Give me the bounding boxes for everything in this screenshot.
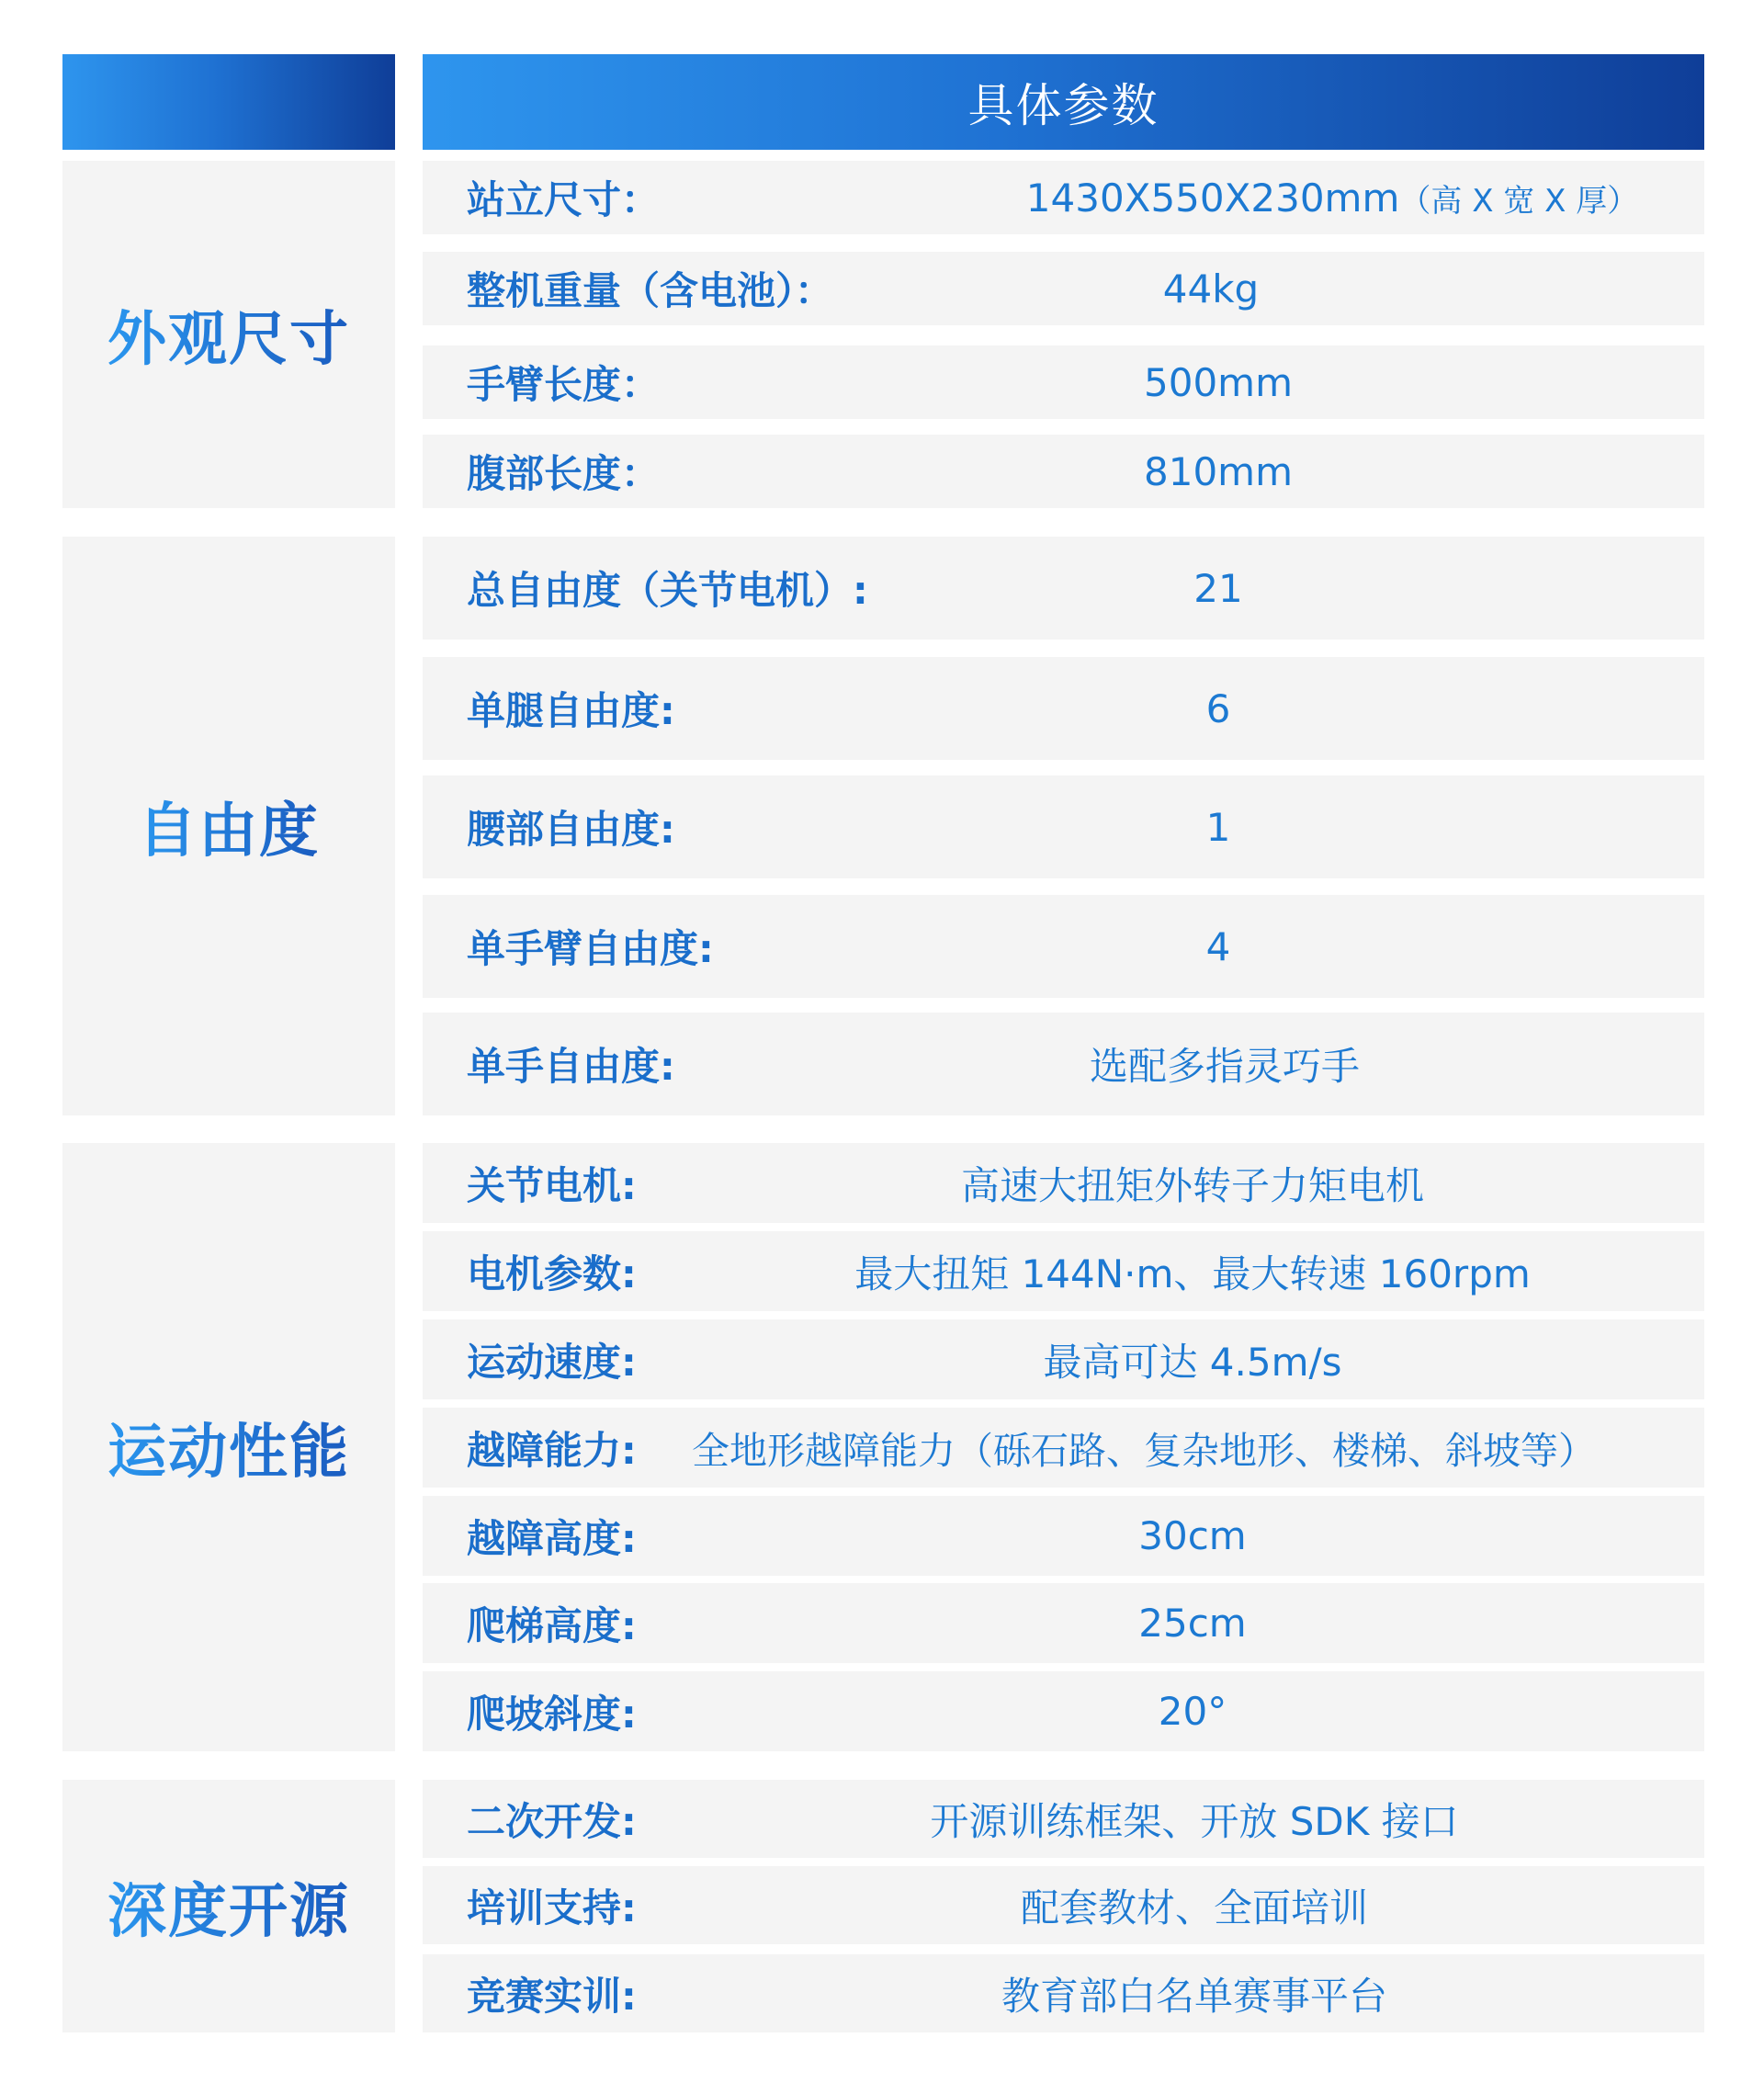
category-appearance-size — [62, 161, 395, 508]
category-open-source — [62, 1780, 395, 2032]
spec-value: 高速大扭矩外转子力矩电机 — [960, 1162, 1425, 1208]
spec-value: 44kg — [1162, 266, 1260, 311]
spec-row-arm-dof — [423, 895, 1704, 998]
spec-label: 爬梯高度: — [467, 1602, 637, 1648]
spec-row-training-support — [423, 1866, 1704, 1944]
spec-label: 培训支持: — [467, 1885, 637, 1930]
category-motion-performance — [62, 1143, 395, 1751]
spec-value-note: （高 X 宽 X 厚） — [1399, 182, 1639, 220]
category-label: 自由度 — [138, 784, 320, 868]
spec-value — [1026, 161, 1638, 234]
category-label: 外观尺寸 — [107, 292, 350, 377]
spec-label: 总自由度（关节电机）: — [467, 568, 868, 613]
spec-label: 竞赛实训: — [467, 1973, 637, 2019]
spec-value: 最大扭矩 144N·m、最大转速 160rpm — [854, 1251, 1531, 1296]
spec-value: 500mm — [1144, 359, 1293, 405]
spec-row-hand-dof — [423, 1013, 1704, 1115]
spec-row-slope — [423, 1671, 1704, 1751]
header-bar — [423, 54, 1704, 150]
spec-row-speed — [423, 1319, 1704, 1399]
header-title: 具体参数 — [967, 79, 1159, 132]
spec-row-abdomen-length — [423, 435, 1704, 508]
spec-value: 配套教材、全面培训 — [1020, 1885, 1369, 1930]
spec-row-total-dof — [423, 537, 1704, 640]
spec-label: 越障高度: — [467, 1515, 637, 1561]
spec-row-joint-motor — [423, 1143, 1704, 1223]
category-degrees-of-freedom — [62, 537, 395, 1115]
spec-value: 教育部白名单赛事平台 — [1001, 1973, 1388, 2019]
spec-value: 6 — [1205, 685, 1231, 731]
spec-label: 整机重量（含电池）： — [467, 268, 834, 313]
spec-label: 单手自由度: — [467, 1044, 675, 1089]
spec-row-leg-dof — [423, 657, 1704, 760]
spec-label: 腰部自由度: — [467, 807, 675, 852]
spec-row-obstacle-height — [423, 1496, 1704, 1576]
spec-row-standing-size — [423, 161, 1704, 234]
spec-value: 选配多指灵巧手 — [1089, 1044, 1361, 1089]
spec-row-obstacle-ability — [423, 1408, 1704, 1488]
spec-value: 810mm — [1144, 448, 1293, 494]
spec-value: 25cm — [1138, 1601, 1247, 1646]
spec-label: 二次开发: — [467, 1798, 637, 1844]
spec-value: 最高可达 4.5m/s — [1043, 1339, 1342, 1385]
category-label: 运动性能 — [107, 1405, 350, 1489]
spec-label: 单腿自由度: — [467, 688, 675, 733]
spec-value-main: 1430X550X230mm — [1025, 175, 1400, 221]
spec-value: 21 — [1193, 565, 1243, 611]
header-left-bar — [62, 54, 395, 150]
spec-value: 开源训练框架、开放 SDK 接口 — [930, 1798, 1459, 1844]
spec-label: 单手臂自由度: — [467, 926, 714, 971]
spec-row-secondary-development — [423, 1780, 1704, 1858]
spec-value: 1 — [1205, 804, 1231, 850]
spec-label: 手臂长度： — [467, 362, 661, 407]
spec-row-weight — [423, 252, 1704, 325]
spec-row-waist-dof — [423, 775, 1704, 878]
spec-row-motor-params — [423, 1231, 1704, 1311]
spec-label: 腹部长度： — [467, 451, 661, 496]
spec-label: 运动速度: — [467, 1339, 637, 1385]
spec-label: 越障能力: — [467, 1427, 637, 1473]
spec-row-competition-training — [423, 1954, 1704, 2032]
spec-label: 爬坡斜度: — [467, 1691, 637, 1737]
category-label: 深度开源 — [107, 1864, 350, 1949]
spec-label: 关节电机: — [467, 1162, 637, 1208]
spec-row-arm-length — [423, 345, 1704, 419]
spec-label: 电机参数: — [467, 1251, 637, 1296]
spec-value: 30cm — [1138, 1513, 1247, 1558]
spec-value: 20° — [1158, 1689, 1227, 1734]
spec-value: 全地形越障能力（砾石路、复杂地形、楼梯、斜坡等） — [692, 1429, 1596, 1473]
spec-label: 站立尺寸： — [467, 177, 661, 222]
spec-value: 4 — [1205, 923, 1231, 969]
spec-row-stair-height — [423, 1583, 1704, 1663]
